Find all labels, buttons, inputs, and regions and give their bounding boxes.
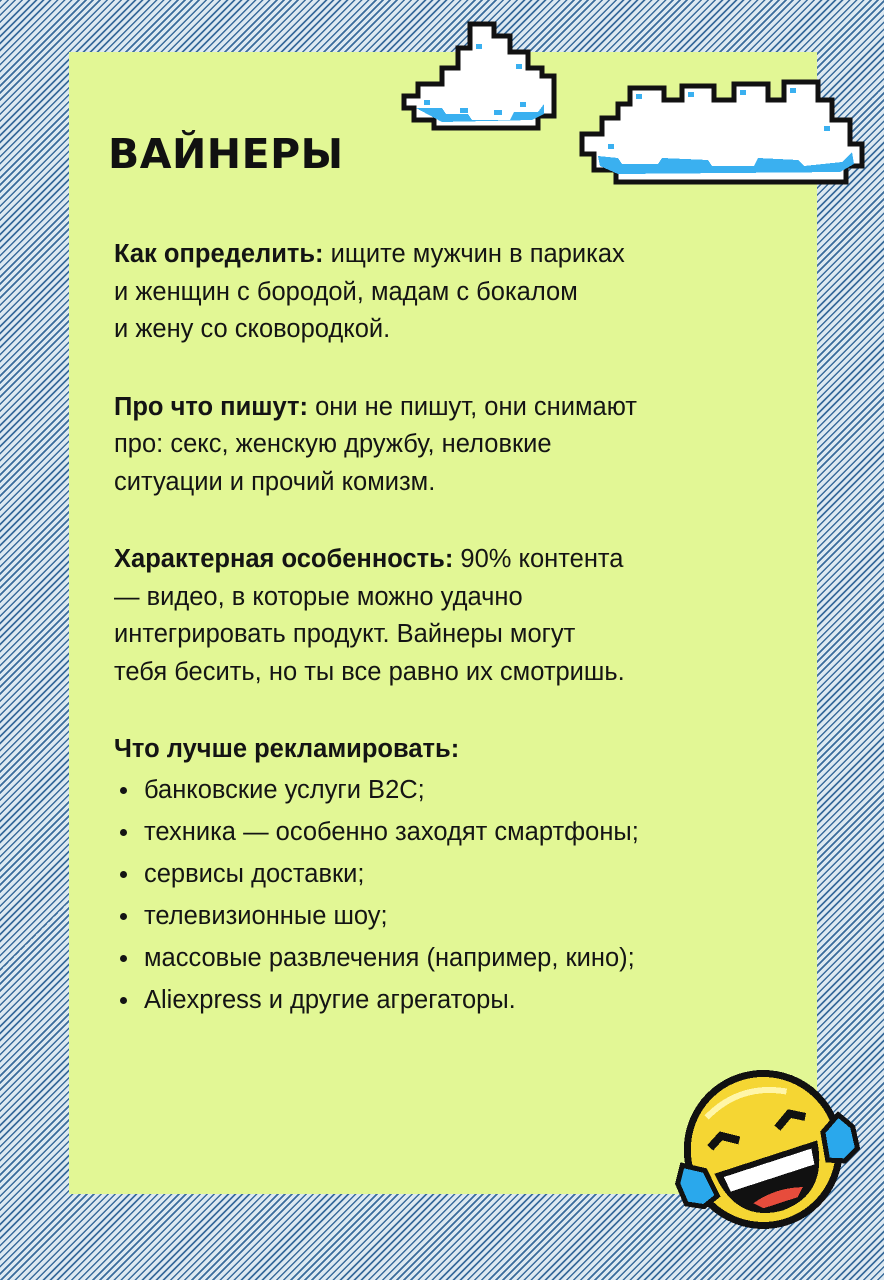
list-item: банковские услуги B2C; <box>114 769 794 811</box>
section-how-to-identify: Как определить: ищите мужчин в париках и женщин с бородой, мадам с бокалом и жену со сковородкой. <box>114 240 625 343</box>
list-item: сервисы доставки; <box>114 853 794 895</box>
pixel-cloud-icon <box>578 74 868 190</box>
section-label: Как определить: <box>114 240 324 268</box>
list-item: техника — особенно заходят смартфоны; <box>114 811 794 853</box>
list-item: Aliexpress и другие агрегаторы. <box>114 979 794 1021</box>
section-topics: Про что пишут: они не пишут, они снимают про: секс, женскую дружбу, неловкие ситуации и прочий комизм. <box>114 392 637 496</box>
pixel-cloud-icon <box>398 16 558 132</box>
list-heading: Что лучше рекламировать: <box>114 735 460 763</box>
laughing-tears-emoji-icon <box>662 1062 862 1232</box>
section-label: Характерная особенность: <box>114 545 454 573</box>
advertising-list <box>114 769 794 1021</box>
list-item: телевизионные шоу; <box>114 895 794 937</box>
article-body <box>114 236 794 1021</box>
page-title: ВАЙНЕРЫ <box>108 130 344 178</box>
section-feature: Характерная особенность: 90% контента — видео, в которые можно удачно интегрировать продукт. Вайнеры могут тебя бесить, но ты все равно их смотришь. <box>114 545 625 686</box>
section-label: Про что пишут: <box>114 392 308 421</box>
list-item: массовые развлечения (например, кино); <box>114 937 794 979</box>
